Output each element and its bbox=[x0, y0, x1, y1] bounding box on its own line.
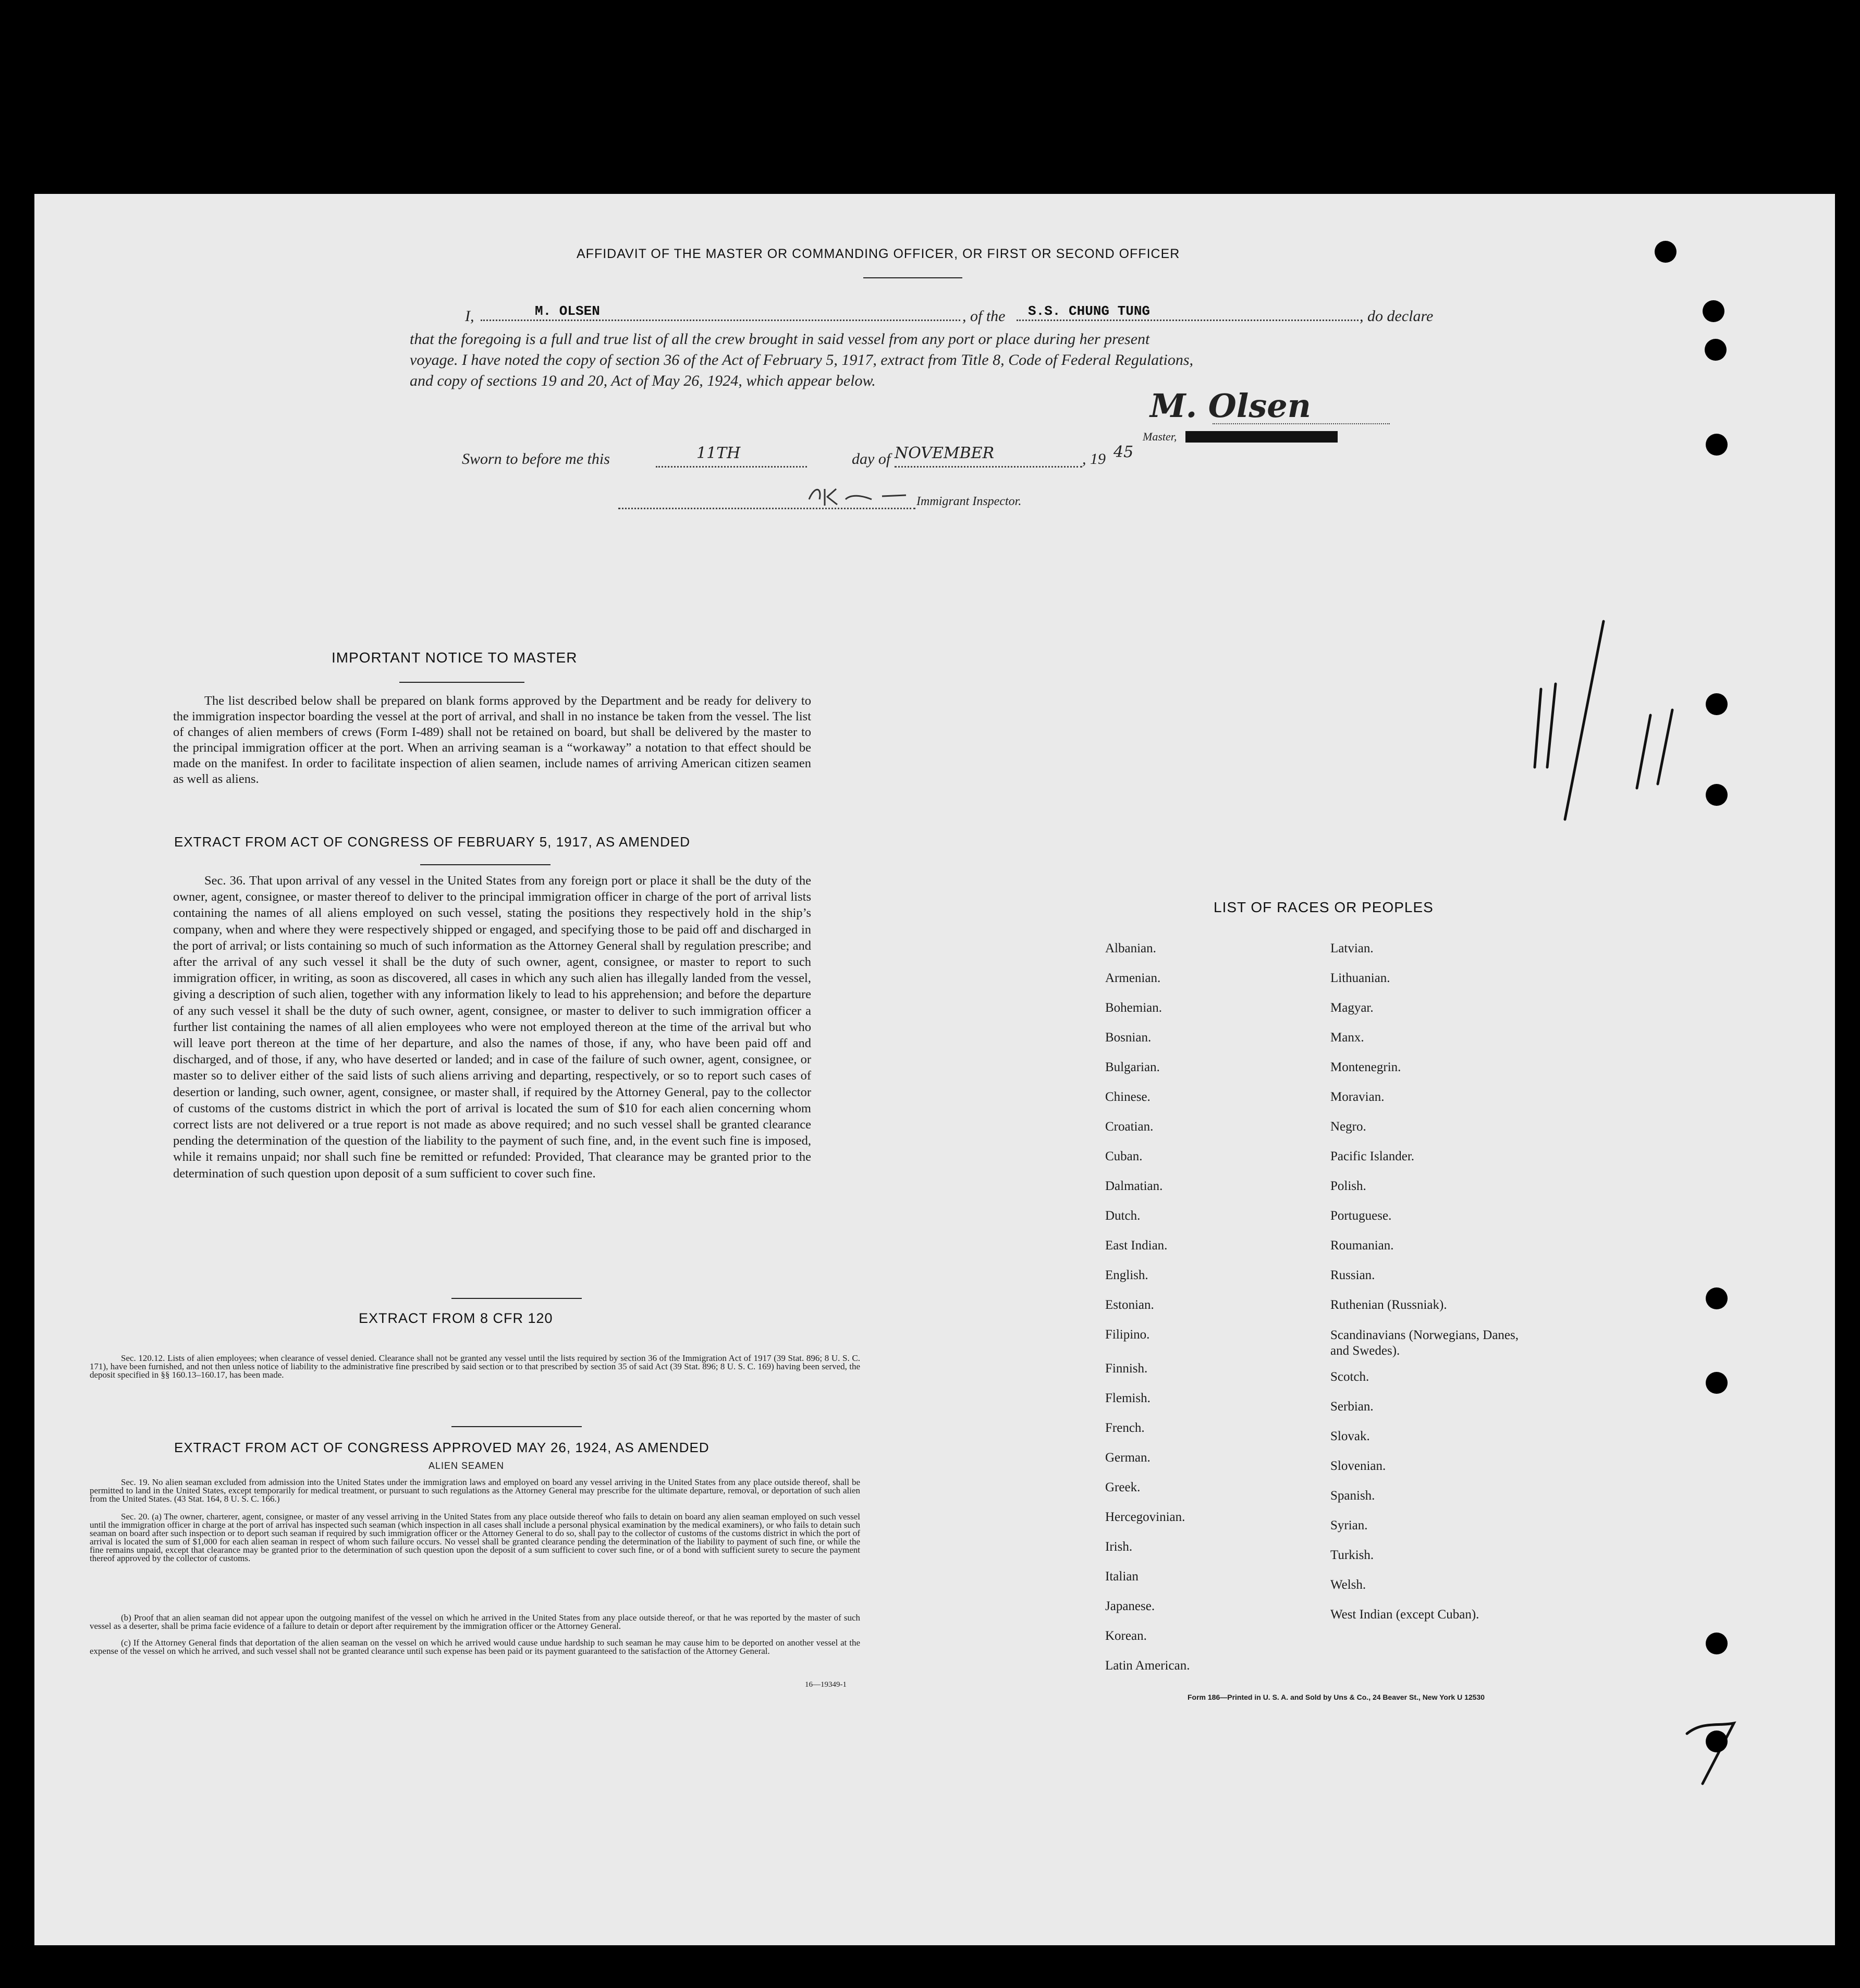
race-item: Chinese. bbox=[1105, 1090, 1151, 1104]
sworn-day-line bbox=[656, 466, 807, 468]
sec-20b-text: (b) Proof that an alien seaman did not appear upon the outgoing manifest of the vessel on which he arrived in the United States from any place outside thereof, or that he was reported by the master of such vessel as a deserter, shall be prima facie evidence of a failure to detain or deport after requirement by the immigration officer or the Attorney General. bbox=[90, 1613, 860, 1631]
punch-hole bbox=[1706, 1372, 1728, 1394]
affidavit-title-rule bbox=[863, 277, 962, 278]
race-item: Armenian. bbox=[1105, 971, 1161, 985]
inspector-line bbox=[618, 508, 915, 509]
race-item: Bosnian. bbox=[1105, 1030, 1152, 1045]
cfr-title: EXTRACT FROM 8 CFR 120 bbox=[359, 1310, 553, 1326]
year-prefix: , 19 bbox=[1082, 450, 1106, 468]
of-the-label: , of the bbox=[962, 308, 1006, 325]
race-item: Russian. bbox=[1330, 1268, 1375, 1282]
race-item: West Indian (except Cuban). bbox=[1330, 1607, 1479, 1622]
punch-hole bbox=[1706, 1731, 1728, 1752]
race-item: Latin American. bbox=[1105, 1659, 1190, 1673]
extract-1924-title: EXTRACT FROM ACT OF CONGRESS APPROVED MAY 26, 1924, AS AMENDED bbox=[174, 1440, 709, 1455]
master-name-typed: M. OLSEN bbox=[535, 303, 600, 319]
race-item: Portuguese. bbox=[1330, 1209, 1392, 1223]
extract-1924-top-rule bbox=[451, 1426, 582, 1427]
i-label: I, bbox=[465, 308, 474, 325]
race-item: Slovenian. bbox=[1330, 1459, 1386, 1473]
master-signature-line bbox=[1213, 423, 1390, 424]
affidavit-line-3: voyage. I have noted the copy of section 36 of the Act of February 5, 1917, extract from Title 8, Code of Federal Regulations, bbox=[410, 351, 1194, 369]
day-of-label: day of bbox=[852, 450, 891, 468]
race-item: Turkish. bbox=[1330, 1548, 1374, 1562]
sworn-label: Sworn to before me this bbox=[462, 450, 610, 468]
check-mark bbox=[1682, 1716, 1744, 1789]
punch-hole bbox=[1655, 241, 1677, 263]
race-item: Filipino. bbox=[1105, 1328, 1150, 1342]
race-item: Hercegovinian. bbox=[1105, 1510, 1185, 1524]
race-item: Albanian. bbox=[1105, 941, 1156, 955]
master-label: Master, bbox=[1143, 430, 1177, 443]
form-page bbox=[34, 194, 1835, 1945]
race-item: Bohemian. bbox=[1105, 1001, 1162, 1015]
affidavit-line-2: that the foregoing is a full and true list of all the crew brought in said vessel from any port or place during her present bbox=[410, 330, 1150, 348]
punch-hole bbox=[1706, 1287, 1728, 1309]
races-title: LIST OF RACES OR PEOPLES bbox=[1214, 899, 1434, 915]
notice-body: The list described below shall be prepared on blank forms approved by the Department and be ready for delivery to the immigration inspector boarding the vessel at the port of arrival, and shall in no instance be taken from the vessel. The list of changes of alien members of crews (Form I-489) shall not be retained on board, but shall be delivered by the master to the principal immigration officer at the port. When an arriving seaman is a “workaway” a notation to that effect should be made on the manifest. In order to facilitate inspection of alien seamen, include names of arriving American citizen seamen as well as aliens. bbox=[173, 694, 811, 786]
sec-20c-text: (c) If the Attorney General finds that deportation of the alien seaman on the vessel on which he arrived would cause undue hardship to such seaman he may cause him to be deported on another vessel at the expense of the vessel on which he arrived, and such vessel shall not be granted clearance until such expense has been paid or its payment guaranteed to the satisfaction of the Attorney General. bbox=[90, 1638, 860, 1656]
vessel-name-typed: S.S. CHUNG TUNG bbox=[1028, 303, 1151, 319]
form-code: 16—19349-1 bbox=[805, 1680, 847, 1689]
do-declare-label: , do declare bbox=[1360, 308, 1434, 325]
race-item: Ruthenian (Russniak). bbox=[1330, 1298, 1447, 1312]
race-item: Slovak. bbox=[1330, 1429, 1370, 1443]
race-item: Syrian. bbox=[1330, 1518, 1368, 1532]
master-name-line bbox=[481, 320, 960, 321]
affidavit-line-4: and copy of sections 19 and 20, Act of May 26, 1924, which appear below. bbox=[410, 372, 876, 389]
race-item: Italian bbox=[1105, 1569, 1139, 1584]
sec-19-text: Sec. 19. No alien seaman excluded from admission into the United States under the immigration laws and employed on board any vessel arriving in the United States from any place outside thereof, shall be permitted to land in the United States, except temporarily for medical treatment, or pursuant to such regulations as the Attorney General may prescribe for the ultimate departure, removal, or deportation of such alien from the United States. (43 Stat. 164, 8 U. S. C. 166.) bbox=[90, 1477, 860, 1504]
master-signature: M. Olsen bbox=[1150, 387, 1311, 425]
race-item: Negro. bbox=[1330, 1120, 1366, 1134]
race-item: Manx. bbox=[1330, 1030, 1364, 1045]
punch-hole bbox=[1706, 784, 1728, 806]
extract-1917-title: EXTRACT FROM ACT OF CONGRESS OF FEBRUARY 5, 1917, AS AMENDED bbox=[174, 834, 690, 850]
race-item: Greek. bbox=[1105, 1480, 1141, 1494]
race-item: Finnish. bbox=[1105, 1361, 1148, 1376]
notice-title: IMPORTANT NOTICE TO MASTER bbox=[332, 649, 578, 666]
race-item: Irish. bbox=[1105, 1540, 1133, 1554]
sworn-month-line bbox=[895, 466, 1082, 468]
race-item: Dutch. bbox=[1105, 1209, 1141, 1223]
race-item: English. bbox=[1105, 1268, 1148, 1282]
race-item: East Indian. bbox=[1105, 1238, 1168, 1253]
race-item: Dalmatian. bbox=[1105, 1179, 1163, 1193]
race-item: Polish. bbox=[1330, 1179, 1366, 1193]
punch-hole bbox=[1703, 300, 1724, 322]
cfr-body: Sec. 120.12. Lists of alien employees; when clearance of vessel denied. Clearance shall not be granted any vessel until the lists required by section 36 of the Immigration Act of 1917 (39 Stat. 896; 8 U. S. C. 171), have been furnished, and not then unless notice of liability to the administrative fine prescribed by said section or to that prescribed by section 35 of said Act (39 Stat. 896; 8 U. S. C. 169) having been served, the deposit specified in §§ 160.13–160.17, has been made. bbox=[90, 1353, 860, 1380]
race-item: Scandinavians (Norwegians, Danes, and Swedes). bbox=[1330, 1328, 1519, 1358]
inspector-label: Immigrant Inspector. bbox=[916, 495, 1022, 508]
race-item: Pacific Islander. bbox=[1330, 1149, 1415, 1163]
notice-title-rule bbox=[399, 682, 524, 683]
race-item: German. bbox=[1105, 1451, 1151, 1465]
race-item: Magyar. bbox=[1330, 1001, 1374, 1015]
affidavit-title: AFFIDAVIT OF THE MASTER OR COMMANDING OFFICER, OR FIRST OR SECOND OFFICER bbox=[577, 247, 1180, 261]
race-item: Montenegrin. bbox=[1330, 1060, 1401, 1074]
race-item: Scotch. bbox=[1330, 1370, 1369, 1384]
punch-hole bbox=[1706, 693, 1728, 715]
race-item: French. bbox=[1105, 1421, 1145, 1435]
sworn-day: 11TH bbox=[696, 444, 741, 462]
race-item: Bulgarian. bbox=[1105, 1060, 1160, 1074]
race-item: Moravian. bbox=[1330, 1090, 1385, 1104]
race-item: Latvian. bbox=[1330, 941, 1374, 955]
extract-1917-body: Sec. 36. That upon arrival of any vessel in the United States from any foreign port or place it shall be the duty of the owner, agent, consignee, or master thereof to deliver to the principal immigration officer in charge of the port of arrival lists containing the names of all aliens employed on such vessel, stating the positions they respectively hold in the ship’s company, when and where they were respectively shipped or engaged, and specifying those to be paid off and discharged in the port of arrival; or lists containing so much of such information as the Attorney General shall by regulation prescribe; and after the arrival of any such vessel it shall be the duty of such owner, agent, consignee, or master to report to such immigration officer, in writing, as soon as discovered, all cases in which any such alien has illegally landed from the vessel, giving a description of such alien, together with any information likely to lead to his apprehension; and before the departure of any such vessel it shall be the duty of such owner, agent, consignee, or master to deliver to such immigration officer a further list containing the names of all alien employees who were not employed thereon at the time of the arrival but who will leave port thereon at the time of her departure, and also the names of those, if any, who have been paid off and discharged, and of those, if any, who have deserted or landed; and in case of the failure of such owner, agent, consignee, or master so to deliver either of the said lists of such aliens arriving and departing, respectively, or so to report such cases of desertion or landing, such owner, agent, consignee, or master shall, if required by the Attorney General, pay to the collector of customs of the customs district in which the port of arrival is located the sum of $10 for each alien concerning whom correct lists are not delivered or a true report is not made as above required; and no such vessel shall be granted clearance pending the determination of the question of the liability to the payment of such fine, and, in the event such fine is imposed, while it remains unpaid; nor shall such fine be remitted or refunded: Provided, That clearance may be granted prior to the determination of such question upon deposit of a sum sufficient to cover such fine. bbox=[173, 874, 811, 1181]
year-suffix: 45 bbox=[1113, 443, 1134, 461]
punch-hole bbox=[1705, 339, 1727, 361]
cfr-top-rule bbox=[451, 1298, 582, 1299]
race-item: Japanese. bbox=[1105, 1599, 1155, 1613]
race-item: Welsh. bbox=[1330, 1578, 1366, 1592]
sec-20a-text: Sec. 20. (a) The owner, charterer, agent, consignee, or master of any vessel arriving in the United States from any place outside thereof who fails to detain on board any alien seaman employed on such vessel until the immigration officer in charge at the port of arrival has inspected such seaman (which inspection in all cases shall include a personal physical examination by the medical examiners), or who fails to detain such seaman on board after such inspection or to deport such seaman if required by such immigration officer or the Attorney General to do so, shall pay to the collector of customs of the customs district in which the port of arrival is located the sum of $1,000 for each alien seaman in respect of whom such failure occurs. No vessel shall be granted clearance pending the determination of the liability to payment of such fine, or while the fine remains unpaid, except that clearance may be granted prior to the determination of such question upon the deposit of a sum sufficient to cover such fine, or of a bond with sufficient surety to secure the payment thereof approved by the collector of customs. bbox=[90, 1512, 860, 1563]
punch-hole bbox=[1706, 434, 1728, 456]
redaction-bar bbox=[1185, 431, 1338, 443]
race-item: Spanish. bbox=[1330, 1489, 1375, 1503]
race-item: Estonian. bbox=[1105, 1298, 1154, 1312]
extract-1924-subtitle: ALIEN SEAMEN bbox=[429, 1461, 505, 1471]
race-item: Cuban. bbox=[1105, 1149, 1143, 1163]
printer-imprint: Form 186—Printed in U. S. A. and Sold by Uns & Co., 24 Beaver St., New York U 12530 bbox=[1188, 1693, 1485, 1701]
extract-1917-rule bbox=[420, 864, 550, 865]
inspector-signature bbox=[804, 484, 908, 507]
vessel-name-line bbox=[1017, 320, 1359, 321]
race-item: Croatian. bbox=[1105, 1120, 1154, 1134]
race-item: Lithuanian. bbox=[1330, 971, 1390, 985]
race-item: Roumanian. bbox=[1330, 1238, 1394, 1253]
punch-hole bbox=[1706, 1633, 1728, 1654]
sworn-month: NOVEMBER bbox=[895, 444, 995, 462]
race-item: Serbian. bbox=[1330, 1400, 1374, 1414]
race-item: Flemish. bbox=[1105, 1391, 1151, 1405]
race-item: Korean. bbox=[1105, 1629, 1147, 1643]
